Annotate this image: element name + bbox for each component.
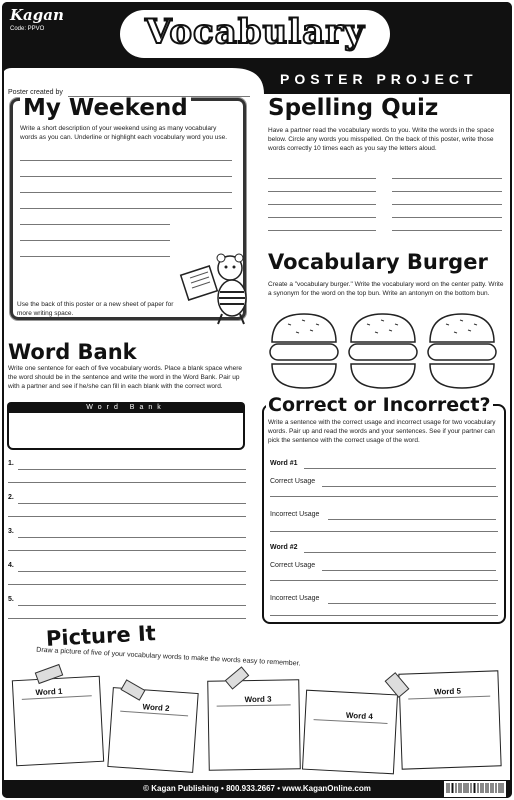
bear-reading-icon [178,248,254,326]
sentence-row[interactable] [8,562,246,596]
word-bank-instructions: Write one sentence for each of five vocabulary words. Place a blank space where the word should be in the sentence and write the word in the Word Bank. Pair up with a partner and see if he/she can fill in each blank with the correct word. [8,365,243,390]
burger-3-icon[interactable] [426,312,498,390]
kagan-logo: Kagan [10,6,64,24]
incorrect-usage-label: Incorrect Usage [270,595,320,602]
word-5-paper-label: Word 5 [433,686,462,697]
spelling-quiz-lines-left[interactable] [268,178,376,231]
vocabulary-burger-instructions: Create a "vocabulary burger." Write the vocabulary word on the center patty. Write a synonym for the word on the top bun. Write an antonym on the bottom bun. [268,281,504,297]
word-3-paper[interactable] [207,679,301,771]
sentence-number: 5. [8,596,14,603]
word-bank-sentences[interactable] [8,460,246,630]
sentence-row[interactable] [8,460,246,494]
word-2-paper[interactable] [107,687,198,773]
burger-1-icon[interactable] [268,312,340,390]
word-bank-title: Word Bank [8,340,137,364]
burger-2-icon[interactable] [347,312,419,390]
spelling-quiz-instructions: Have a partner read the vocabulary words to you. Write the words in the space below. Circle any words you misspelled. On the back of this poster, write those words correctly 10 times each as you say the letters aloud. [268,127,495,152]
word-1-label: Word #1 [270,460,298,467]
page-title: Vocabulary [145,12,365,52]
vocabulary-burger-title: Vocabulary Burger [268,250,488,274]
sentence-row[interactable] [8,528,246,562]
poster-project-band: POSTER PROJECT [270,64,512,94]
word-1-paper-label: Word 1 [35,686,63,698]
poster-created-by-label: Poster created by [8,89,63,96]
word-4-paper[interactable] [302,690,398,775]
word-2-paper-label: Word 2 [142,702,170,714]
word-4-paper-label: Word 4 [345,710,374,722]
my-weekend-instructions: Write a short description of your weekend using as many vocabulary words as you can. Underline or highlight each vocabulary word you use. [20,125,228,141]
sentence-number: 2. [8,494,14,501]
spelling-quiz-title: Spelling Quiz [268,95,439,121]
correct-incorrect-instructions: Write a sentence with the correct usage and incorrect usage for two vocabulary words. Pair up and read the words and your sentences. See if your partner can pick the sentence with the correct usage of the word. [268,419,496,444]
my-weekend-title: My Weekend [20,97,191,120]
my-weekend-lines[interactable] [20,160,232,257]
picture-it-title: Picture It [45,621,157,651]
spelling-quiz-lines-right[interactable] [392,178,502,231]
word-5-paper[interactable] [398,670,501,769]
my-weekend-back-note: Use the back of this poster or a new sheet of paper for more writing space. [17,301,174,317]
sentence-row[interactable] [8,494,246,528]
word-2-label: Word #2 [270,544,298,551]
word-2-section[interactable] [270,544,498,616]
correct-usage-label: Correct Usage [270,562,316,569]
incorrect-usage-label: Incorrect Usage [270,511,320,518]
correct-usage-label: Correct Usage [270,478,316,485]
footer: © Kagan Publishing • 800.933.2667 • www.KaganOnline.com [2,780,512,798]
sentence-number: 4. [8,562,14,569]
picture-it-instructions: Draw a picture of five of your vocabulary words to make the words easy to remember. [36,646,301,668]
correct-incorrect-title: Correct or Incorrect? [268,394,491,416]
word-bank-box-header: Word Bank [7,402,245,413]
sentence-number: 1. [8,460,14,467]
product-code: Code: PPVO [10,26,45,32]
word-1-paper[interactable] [12,676,104,766]
word-3-paper-label: Word 3 [244,694,272,705]
barcode-icon [444,781,506,797]
word-1-section[interactable] [270,460,498,532]
sentence-number: 3. [8,528,14,535]
